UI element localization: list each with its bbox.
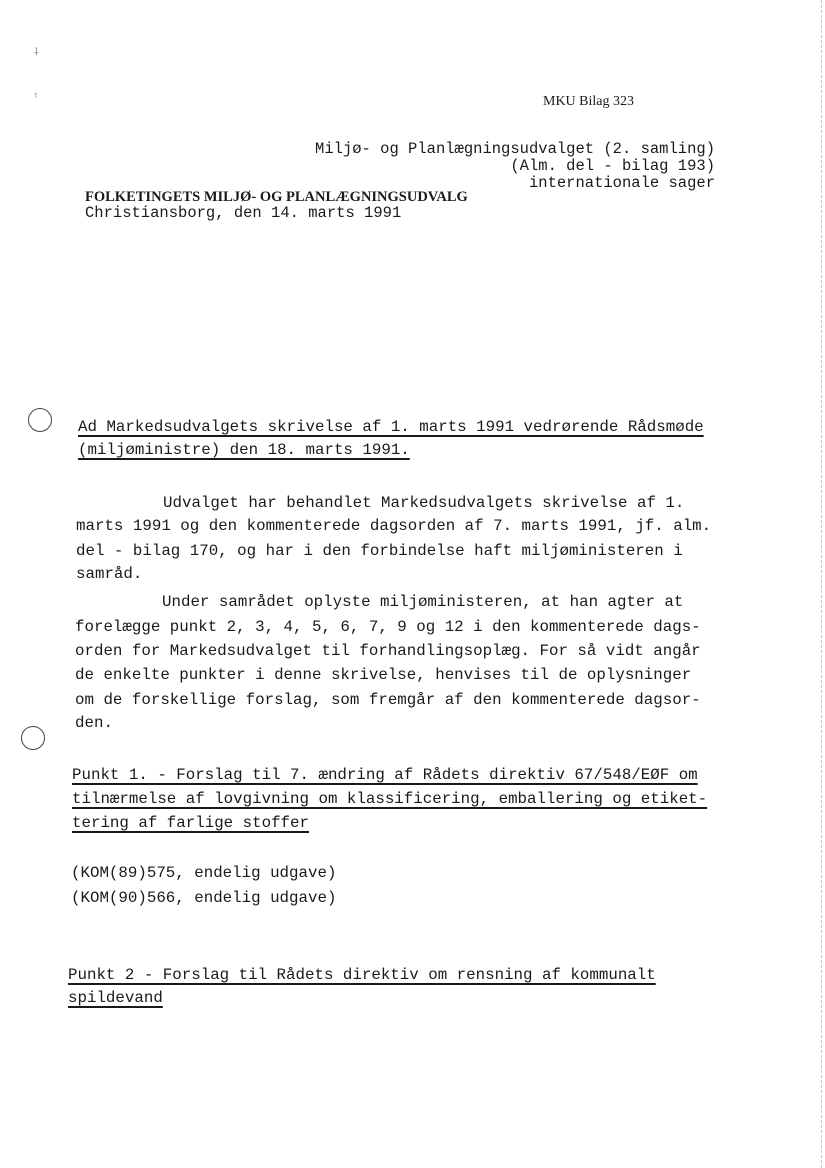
- punch-hole: [28, 408, 52, 432]
- paragraph-line: del - bilag 170, og har i den forbindelse haft miljøministeren i: [76, 542, 683, 560]
- paragraph-line: den.: [75, 714, 113, 732]
- place-date: Christiansborg, den 14. marts 1991: [85, 204, 402, 222]
- paragraph-line: orden for Markedsudvalget til forhandlingsoplæg. For så vidt angår: [75, 642, 701, 660]
- committee-line: internationale sager: [528, 174, 715, 192]
- paragraph-line: forelægge punkt 2, 3, 4, 5, 6, 7, 9 og 12 i den kommenterede dags-: [75, 618, 701, 636]
- paragraph-line: de enkelte punkter i denne skrivelse, henvises til de oplysninger: [75, 666, 692, 684]
- section-heading: tilnærmelse af lovgivning om klassificering, emballering og etiket-: [72, 790, 708, 808]
- paragraph-line: marts 1991 og den kommenterede dagsorden af 7. marts 1991, jf. alm.: [76, 517, 712, 535]
- organization-name: FOLKETINGETS MILJØ- OG PLANLÆGNINGSUDVALG: [85, 189, 468, 205]
- section-heading: spildevand: [68, 989, 163, 1007]
- document-reference-line: (KOM(89)575, endelig udgave): [71, 864, 337, 882]
- paragraph-line: om de forskellige forslag, som fremgår af den kommenterede dagsor-: [75, 691, 701, 709]
- section-heading: tering af farlige stoffer: [72, 814, 309, 832]
- page-edge: [821, 0, 825, 1168]
- scan-mark: ⸸: [34, 48, 39, 59]
- paragraph-line: samråd.: [76, 565, 143, 583]
- committee-line: (Alm. del - bilag 193): [510, 157, 715, 175]
- document-reference-line: (KOM(90)566, endelig udgave): [71, 889, 337, 907]
- paragraph-line: Udvalget har behandlet Markedsudvalgets skrivelse af 1.: [163, 494, 685, 512]
- paragraph-line: Under samrådet oplyste miljøministeren, at han agter at: [162, 593, 684, 611]
- punch-hole: [21, 726, 45, 750]
- scan-mark: ᵗ: [33, 93, 40, 104]
- committee-line: Miljø- og Planlægningsudvalget (2. samling): [315, 140, 715, 158]
- document-reference: MKU Bilag 323: [543, 94, 634, 109]
- subject-line: (miljøministre) den 18. marts 1991.: [78, 441, 410, 459]
- section-heading: Punkt 1. - Forslag til 7. ændring af Rådets direktiv 67/548/EØF om: [72, 766, 698, 784]
- section-heading: Punkt 2 - Forslag til Rådets direktiv om rensning af kommunalt: [68, 966, 656, 984]
- subject-line: Ad Markedsudvalgets skrivelse af 1. marts 1991 vedrørende Rådsmøde: [78, 418, 704, 436]
